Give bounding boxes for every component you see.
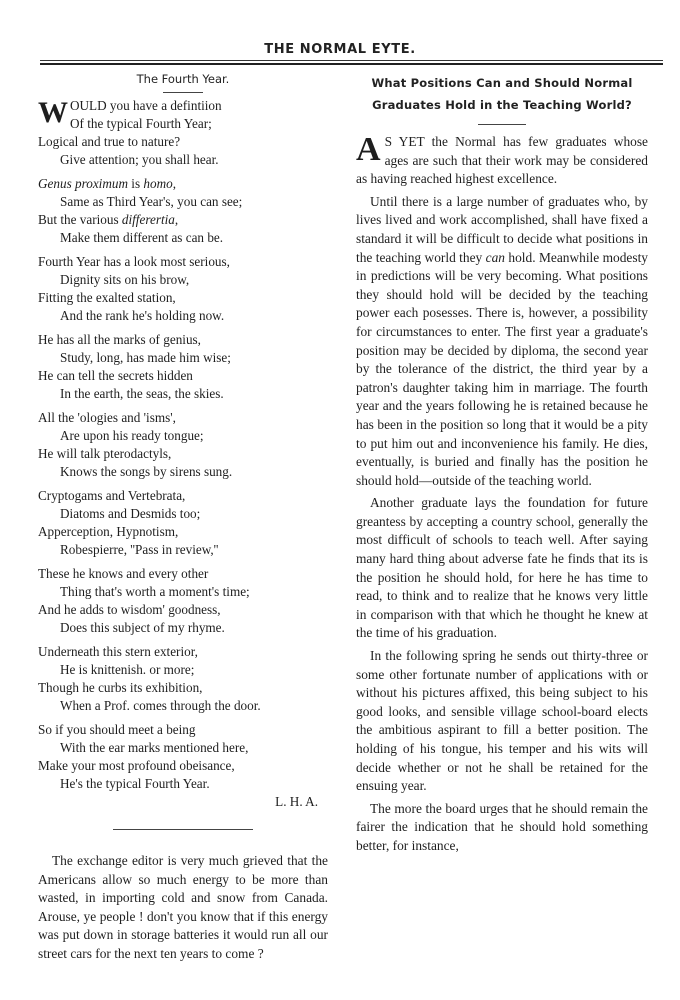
poem-stanza bbox=[38, 331, 328, 403]
poem-line: These he knows and every other bbox=[38, 566, 209, 581]
article-title-line-2: Graduates Hold in the Teaching World? bbox=[372, 98, 632, 112]
paragraph-text: hold. Meanwhile modesty in predictions will be very becoming. What positions they should hold will be decided by the teaching power each posesses. There is, however, a possibility for circumstances to enter. The first year a graduate's position may be decided by diploma, the second year by the tolerance of the district, the third year by a patron's daughter taking him in marriage. The fourth year and the years following he is retained because he has been in the position so long that it would be a pity to put him out and inconvenience his family. He dies, eventually, is buried and finally has the position he should hold—outside of the teaching world. bbox=[356, 249, 648, 488]
poem-stanza bbox=[38, 721, 328, 793]
poem-line-text: , bbox=[174, 212, 179, 227]
poem-line: Are upon his ready tongue; bbox=[60, 428, 204, 443]
right-column bbox=[356, 66, 648, 860]
poem-line: He has all the marks of genius, bbox=[38, 332, 201, 347]
title-divider bbox=[478, 124, 526, 125]
article-paragraph bbox=[356, 133, 648, 189]
article-paragraph: In the following spring he sends out thirty-three or some other fortunate number of applications with or without his pictures affixed, this being subject to his good looks, and sensible village school-board elects the ambitious aspirant to fill a better position. The holding of his tongue, his temper and his wits will decide whether or not he shall be retained for the ensuing year. bbox=[356, 648, 648, 794]
poem-line: Cryptogams and Vertebrata, bbox=[38, 488, 186, 503]
poem-line: Same as Third Year's, you can see; bbox=[60, 194, 243, 209]
poem-line: Make them different as can be. bbox=[60, 230, 224, 245]
article-body bbox=[356, 133, 648, 856]
section-divider bbox=[113, 829, 253, 830]
poem-signature: L. H. A. bbox=[275, 794, 318, 809]
poem-line: Thing that's worth a moment's time; bbox=[60, 584, 250, 599]
poem-line: Does this subject of my rhyme. bbox=[60, 620, 225, 635]
poem-stanza bbox=[38, 97, 328, 169]
poem-stanza bbox=[38, 175, 328, 247]
poem-stanza bbox=[38, 565, 328, 637]
italic-text: can bbox=[485, 249, 505, 265]
left-column bbox=[38, 66, 328, 968]
poem-line: Though he curbs its exhibition, bbox=[38, 680, 203, 695]
poem-line-text: But the various bbox=[38, 212, 122, 227]
poem-stanza bbox=[38, 253, 328, 325]
poem-line: Fourth Year has a look most serious, bbox=[38, 254, 230, 269]
poem-line: He is knittenish. or more; bbox=[60, 662, 195, 677]
title-divider bbox=[163, 92, 203, 93]
poem-line: Underneath this stern exterior, bbox=[38, 644, 198, 659]
poem-line: Study, long, has made him wise; bbox=[60, 350, 231, 365]
paragraph-text: Until there is a large number of graduates who, by lives lived and work accomplished, shall have fixed a standard it will be difficult to decide what positions in the teaching world they bbox=[356, 193, 648, 265]
poem-line: Logical and true to nature? bbox=[38, 134, 181, 149]
poem-line: Diatoms and Desmids too; bbox=[60, 506, 201, 521]
poem-line: All the 'ologies and 'isms', bbox=[38, 410, 176, 425]
poem-line: Of the typical Fourth Year; bbox=[70, 116, 212, 131]
poem-line: He can tell the secrets hidden bbox=[38, 368, 193, 383]
poem-line: In the earth, the seas, the skies. bbox=[60, 386, 224, 401]
poem-line: So if you should meet a being bbox=[38, 722, 196, 737]
poem-line: Robespierre, ''Pass in review,'' bbox=[60, 542, 219, 557]
drop-cap: A bbox=[356, 131, 381, 168]
masthead-rule-thick bbox=[40, 63, 663, 65]
drop-cap: W bbox=[38, 96, 68, 129]
poem-line-text: is bbox=[127, 176, 144, 191]
poem-line bbox=[38, 175, 328, 193]
poem-line: Give attention; you shall hear. bbox=[60, 152, 219, 167]
poem-line: Knows the songs by sirens sung. bbox=[60, 464, 233, 479]
poem-line: And the rank he's holding now. bbox=[60, 308, 225, 323]
italic-text: differertia bbox=[121, 212, 175, 227]
poem-stanza bbox=[38, 643, 328, 715]
exchange-note-paragraph: The exchange editor is very much grieved that the Americans allow so much energy to be more than wasted, in importing cold and snow from Canada. Arouse, ye people ! don't you know that if this energy was put down in storage batteries it would run all our street cars for the next ten years to come ? bbox=[38, 853, 328, 961]
poem-line: With the ear marks mentioned here, bbox=[60, 740, 249, 755]
paragraph-text: S YET the Normal has few graduates whose ages are such that their work may be considered as having reached highest excellence. bbox=[356, 134, 648, 187]
poem-stanza bbox=[38, 409, 328, 481]
poem-line: Make your most profound obeisance, bbox=[38, 758, 235, 773]
italic-text: homo bbox=[143, 176, 173, 191]
poem-line: Dignity sits on his brow, bbox=[60, 272, 190, 287]
poem-body bbox=[38, 97, 328, 793]
poem-line: And he adds to wisdom' goodness, bbox=[38, 602, 221, 617]
exchange-note bbox=[38, 852, 328, 964]
article-paragraph bbox=[356, 193, 648, 491]
poem-line: When a Prof. comes through the door. bbox=[60, 698, 261, 713]
poem-line bbox=[38, 211, 328, 229]
poem-line-text: , bbox=[172, 176, 176, 191]
article-paragraph: The more the board urges that he should remain the fairer the indication that he should hold something better, for instance, bbox=[356, 800, 648, 853]
page-masthead: THE NORMAL EYTE. bbox=[264, 42, 416, 57]
poem-line: Apperception, Hypnotism, bbox=[38, 524, 179, 539]
poem-title: The Fourth Year. bbox=[136, 72, 230, 86]
poem-stanza bbox=[38, 487, 328, 559]
article-paragraph: Another graduate lays the foundation for future greantess by accepting a country school, generally the most difficult of schools to teach well. After saying many hard thing about adverse fate he finds that its is the position he should hold, for here he has time to read, to think and to realize that he knows very little in comparison with that which he thought he knew at the time of his graduation. bbox=[356, 495, 648, 641]
poem-line-text: OULD you have a defintiion bbox=[70, 98, 222, 113]
article-title-line-1: What Positions Can and Should Normal bbox=[371, 76, 633, 90]
poem-line: Fitting the exalted station, bbox=[38, 290, 176, 305]
poem-line: He's the typical Fourth Year. bbox=[60, 776, 210, 791]
italic-text: Genus proximum bbox=[38, 176, 128, 191]
masthead-rule-thin bbox=[40, 60, 663, 61]
poem-line: He will talk pterodactyls, bbox=[38, 446, 172, 461]
